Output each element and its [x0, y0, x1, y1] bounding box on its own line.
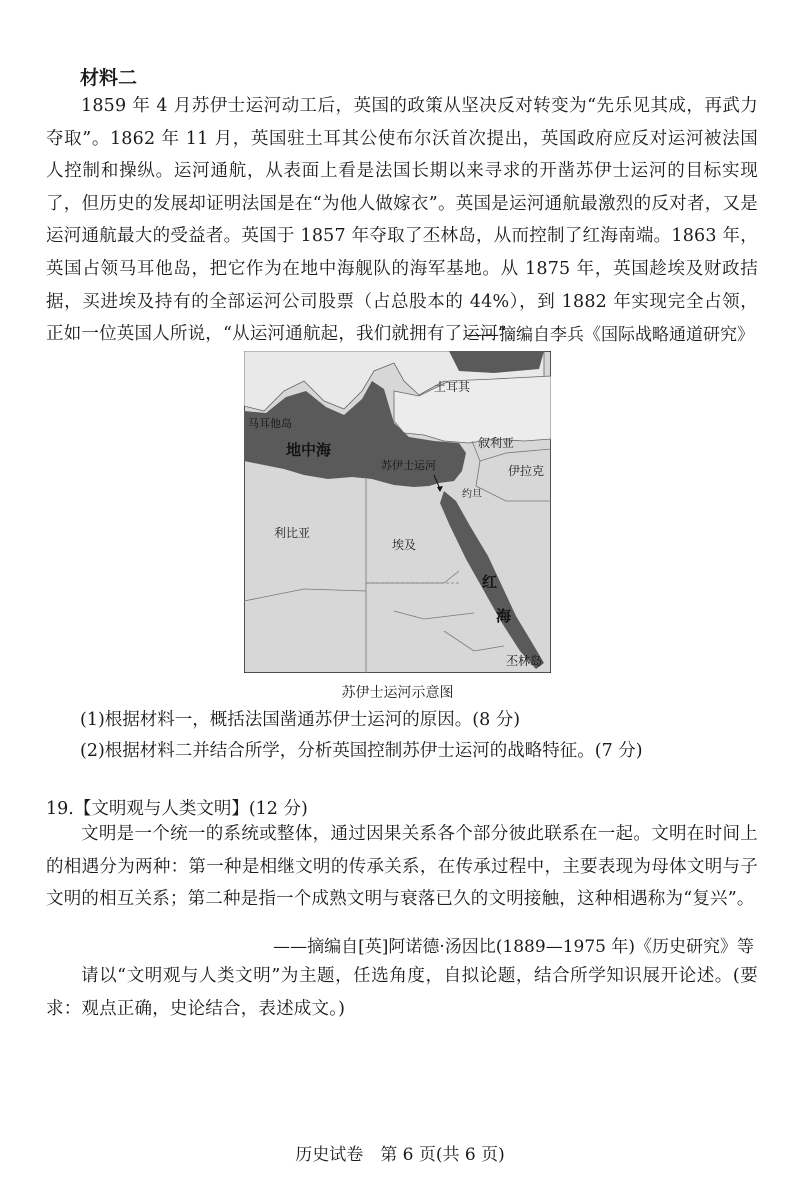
map-caption: 苏伊士运河示意图 — [341, 685, 454, 701]
map-label-mediterranean: 地中海 — [286, 441, 332, 459]
map-label-libya: 利比亚 — [274, 526, 311, 540]
question-19-paragraph: 文明是一个统一的系统或整体，通过因果关系各个部分彼此联系在一起。文明在时间上的相遇分为两种：第一种是相继文明的传承关系，在传承过程中，主要表现为母体文明与子文明的相互关系；第二种是指一个成熟文明与衰落已久的文明接触，这种相遇称为“复兴”。 — [46, 824, 758, 910]
material-source: ——摘编自李兵《国际战略通道研究》 — [465, 325, 754, 345]
map-label-egypt: 埃及 — [392, 538, 417, 552]
map-label-iraq: 伊拉克 — [508, 464, 545, 478]
page-footer: 历史试卷 第 6 页(共 6 页) — [295, 1145, 505, 1165]
map-label-syria: 叙利亚 — [478, 436, 515, 450]
question-2: (2)根据材料二并结合所学，分析英国控制苏伊士运河的战略特征。(7 分) — [80, 741, 643, 761]
suez-map — [244, 351, 551, 673]
map-label-suez: 苏伊士运河 — [381, 459, 436, 472]
question-19-title: 19.【文明观与人类文明】(12 分) — [46, 799, 308, 819]
map-label-malta: 马耳他岛 — [248, 417, 292, 430]
map-label-turkey: 土耳其 — [434, 380, 471, 394]
map-label-jordan: 约旦 — [462, 489, 482, 500]
question-1: (1)根据材料一，概括法国凿通苏伊士运河的原因。(8 分) — [80, 710, 521, 730]
question-19-source: ——摘编自[英]阿诺德·汤因比(1889—1975 年)《历史研究》等 — [273, 937, 754, 957]
map-label-perim: 丕林岛 — [506, 654, 543, 668]
material-heading: 材料二 — [80, 67, 138, 89]
map-label-red-sea-1: 红 — [482, 573, 498, 591]
map-label-red-sea-2: 海 — [496, 607, 512, 625]
question-19-task: 请以“文明观与人类文明”为主题，任选角度，自拟论题，结合所学知识展开论述。(要求：观点正确，史论结合，表述成文。) — [46, 966, 758, 1019]
material-paragraph: 1859 年 4 月苏伊士运河动工后，英国的政策从坚决反对转变为“先乐见其成，再武力夺取”。1862 年 11 月，英国驻土耳其公使布尔沃首次提出，英国政府应反对运河被法国人控制和操纵。运河通航，从表面上看是法国长期以来寻求的开凿苏伊士运河的目标实现了，但历史的发展却证明法国是在“为他人做嫁衣”。英国是运河通航最激烈的反对者，又是运河通航最大的受益者。英国于 1857 年夺取了丕林岛，从而控制了红海南端。1863 年，英国占领马耳他岛，把它作为在地中海舰队的海军基地。从 1875 年，英国趁埃及财政拮据，买进埃及持有的全部运河公司股票（占总股本的 44%），到 1882 年实现完全占领，正如一位英国人所说，“从运河通航起，我们就拥有了运河”。 — [46, 96, 758, 345]
